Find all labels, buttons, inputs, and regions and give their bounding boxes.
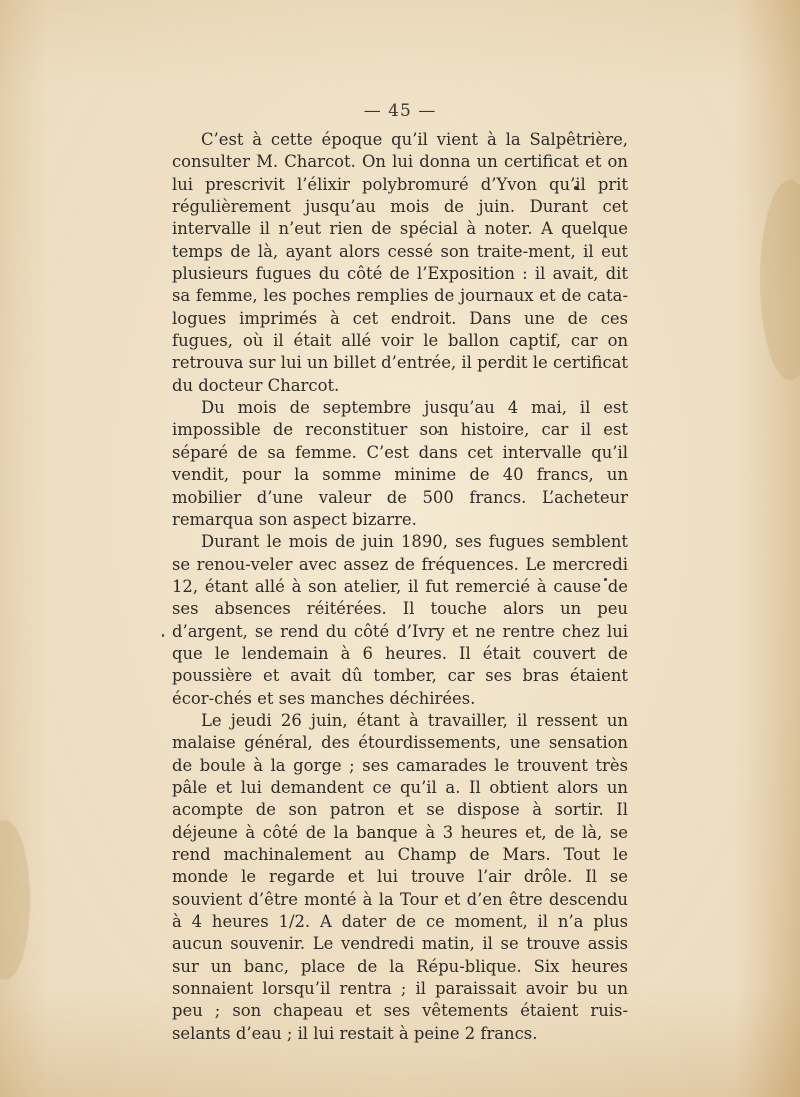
ink-speck bbox=[162, 634, 164, 637]
paper-stain bbox=[0, 820, 30, 980]
body-text bbox=[172, 129, 628, 1045]
paragraph: Durant le mois de juin 1890, ses fugues semblent se renou-veler avec assez de fréquences. Le mercredi 12, étant allé à son atelier, il fut remercié à cause de ses absences réitérées. Il touche alors un peu d’argent, se rend du côté d’Ivry et ne rentre chez lui que le lendemain à 6 heures. Il était couvert de poussière et avait dû tomber, car ses bras étaient écor-chés et ses manches déchirées. bbox=[172, 532, 628, 708]
paragraph: Du mois de septembre jusqu’au 4 mai, il est impossible de reconstituer son histoire, car il est séparé de sa femme. C’est dans cet intervalle qu’il vendit, pour la somme minime de 40 francs, un mobilier d’une valeur de 500 francs. L’acheteur remarqua son aspect bizarre. bbox=[172, 398, 628, 529]
paragraph: C’est à cette époque qu’il vient à la Salpêtrière, consulter M. Charcot. On lui donna un certificat et on lui prescrivit l’élixir polybromuré d’Yvon qu’il prit régulièrement jusqu’au mois de juin. Durant cet intervalle il n’eut rien de spécial à noter. A quelque temps de là, ayant alors cessé son traite-ment, il eut plusieurs fugues du côté de l’Exposition : il avait, dit sa femme, les poches remplies de journaux et de cata-logues imprimés à cet endroit. Dans une de ces fugues, où il était allé voir le ballon captif, car on retrouva sur lui un billet d’entrée, il perdit le certificat du docteur Charcot. bbox=[172, 130, 628, 395]
paragraph: Le jeudi 26 juin, étant à travailler, il ressent un malaise général, des étourdissements, une sensation de boule à la gorge ; ses camarades le trouvent très pâle et lui demandent ce qu’il a. Il obtient alors un acompte de son patron et se dispose à sortir. Il déjeune à côté de la banque à 3 heures et, de là, se rend machinalement au Champ de Mars. Tout le monde le regarde et lui trouve l’air drôle. Il se souvient d’être monté à la Tour et d’en être descendu à 4 heures 1/2. A dater de ce moment, il n’a plus aucun souvenir. Le vendredi matin, il se trouve assis sur un banc, place de la Répu-blique. Six heures sonnaient lorsqu’il rentra ; il paraissait avoir bu un peu ; son chapeau et ses vêtements étaient ruis-selants d’eau ; il lui restait à peine 2 francs. bbox=[172, 710, 628, 1043]
page-number: — 45 — bbox=[363, 101, 437, 121]
paper-stain bbox=[760, 180, 800, 380]
